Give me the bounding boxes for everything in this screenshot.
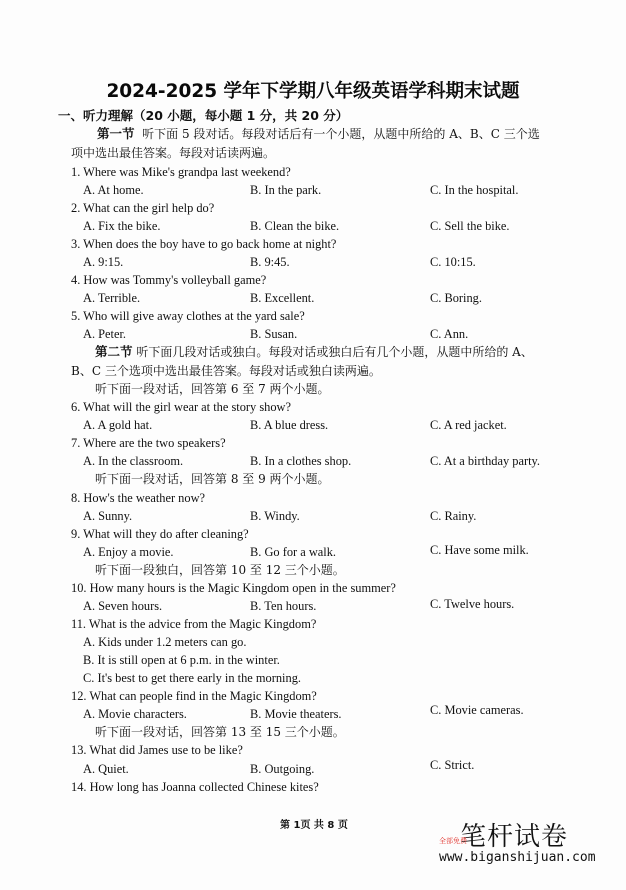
- question-11: 11. What is the advice from the Magic Kingdom?: [71, 617, 317, 631]
- sub-instruction-10-12: 听下面一段独白，回答第 10 至 12 三个小题。: [95, 563, 345, 577]
- option-2c: C. Sell the bike.: [430, 219, 510, 233]
- option-10c: C. Twelve hours.: [430, 597, 515, 611]
- option-8b: B. Windy.: [250, 509, 300, 523]
- option-7a: A. In the classroom.: [83, 454, 184, 468]
- option-11b: B. It is still open at 6 p.m. in the winter.: [83, 653, 280, 667]
- option-5c: C. Ann.: [430, 327, 469, 341]
- option-8a: A. Sunny.: [83, 509, 133, 523]
- section2-instruction-line2: B、C 三个选项中选出最佳答案。每段对话或独白读两遍。: [71, 364, 381, 378]
- watermark-brand: 笔杆试卷: [460, 822, 569, 852]
- option-12b: B. Movie theaters.: [250, 707, 342, 721]
- option-7b: B. In a clothes shop.: [250, 454, 352, 468]
- question-3: 3. When does the boy have to go back home at night?: [71, 237, 337, 251]
- section1-label: 第一节: [97, 126, 135, 141]
- section2-label: 第二节: [95, 344, 133, 359]
- option-4a: A. Terrible.: [83, 291, 141, 305]
- option-9c: C. Have some milk.: [430, 543, 529, 557]
- option-4b: B. Excellent.: [250, 291, 315, 305]
- option-3c: C. 10:15.: [430, 255, 476, 269]
- watermark-tag: 全部免费: [439, 837, 467, 845]
- question-7: 7. Where are the two speakers?: [71, 436, 226, 450]
- option-11c: C. It's best to get there early in the morning.: [83, 671, 301, 685]
- option-3b: B. 9:45.: [250, 255, 290, 269]
- question-12: 12. What can people find in the Magic Kingdom?: [71, 689, 317, 703]
- section1-instruction-line1: 听下面 5 段对话。每段对话后有一个小题，从题中所给的 A、B、C 三个选: [142, 127, 540, 141]
- option-13b: B. Outgoing.: [250, 762, 315, 776]
- option-6c: C. A red jacket.: [430, 418, 507, 432]
- option-7c: C. At a birthday party.: [430, 454, 541, 468]
- option-1b: B. In the park.: [250, 183, 322, 197]
- section2-instruction: [95, 344, 533, 360]
- option-2b: B. Clean the bike.: [250, 219, 340, 233]
- option-13a: A. Quiet.: [83, 762, 129, 776]
- question-9: 9. What will they do after cleaning?: [71, 527, 249, 541]
- page-footer: 第 1页 共 8 页: [280, 820, 348, 831]
- sub-instruction-6-7: 听下面一段对话，回答第 6 至 7 两个小题。: [95, 382, 330, 396]
- question-2: 2. What can the girl help do?: [71, 201, 215, 215]
- option-13c: C. Strict.: [430, 758, 475, 772]
- option-9a: A. Enjoy a movie.: [83, 545, 174, 559]
- option-1c: C. In the hospital.: [430, 183, 519, 197]
- option-10a: A. Seven hours.: [83, 599, 163, 613]
- option-6a: A. A gold hat.: [83, 418, 153, 432]
- sub-instruction-8-9: 听下面一段对话，回答第 8 至 9 两个小题。: [95, 472, 330, 486]
- section1-instruction-line2: 项中选出最佳答案。每段对话读两遍。: [71, 146, 276, 160]
- page-title: 2024-2025 学年下学期八年级英语学科期末试题: [106, 81, 520, 102]
- option-12a: A. Movie characters.: [83, 707, 187, 721]
- question-13: 13. What did James use to be like?: [71, 743, 243, 757]
- section2-instruction-line1: 听下面几段对话或独白。每段对话或独白后有几个小题，从题中所给的 A、: [136, 345, 533, 359]
- watermark-url: www.biganshijuan.com: [439, 850, 596, 865]
- question-14: 14. How long has Joanna collected Chinese kites?: [71, 780, 319, 794]
- option-10b: B. Ten hours.: [250, 599, 317, 613]
- section1-instruction: [97, 126, 540, 142]
- option-5a: A. Peter.: [83, 327, 127, 341]
- option-8c: C. Rainy.: [430, 509, 477, 523]
- option-3a: A. 9:15.: [83, 255, 124, 269]
- question-10: 10. How many hours is the Magic Kingdom open in the summer?: [71, 581, 396, 595]
- question-6: 6. What will the girl wear at the story show?: [71, 400, 291, 414]
- option-5b: B. Susan.: [250, 327, 298, 341]
- question-5: 5. Who will give away clothes at the yard sale?: [71, 309, 305, 323]
- option-12c: C. Movie cameras.: [430, 703, 524, 717]
- option-1a: A. At home.: [83, 183, 144, 197]
- part1-heading: 一、听力理解（20 小题，每小题 1 分，共 20 分）: [58, 108, 349, 123]
- option-2a: A. Fix the bike.: [83, 219, 161, 233]
- option-6b: B. A blue dress.: [250, 418, 329, 432]
- question-1: 1. Where was Mike's grandpa last weekend?: [71, 165, 291, 179]
- question-8: 8. How's the weather now?: [71, 491, 206, 505]
- option-4c: C. Boring.: [430, 291, 482, 305]
- option-11a: A. Kids under 1.2 meters can go.: [83, 635, 247, 649]
- option-9b: B. Go for a walk.: [250, 545, 337, 559]
- question-4: 4. How was Tommy's volleyball game?: [71, 273, 267, 287]
- sub-instruction-13-15: 听下面一段对话，回答第 13 至 15 三个小题。: [95, 725, 345, 739]
